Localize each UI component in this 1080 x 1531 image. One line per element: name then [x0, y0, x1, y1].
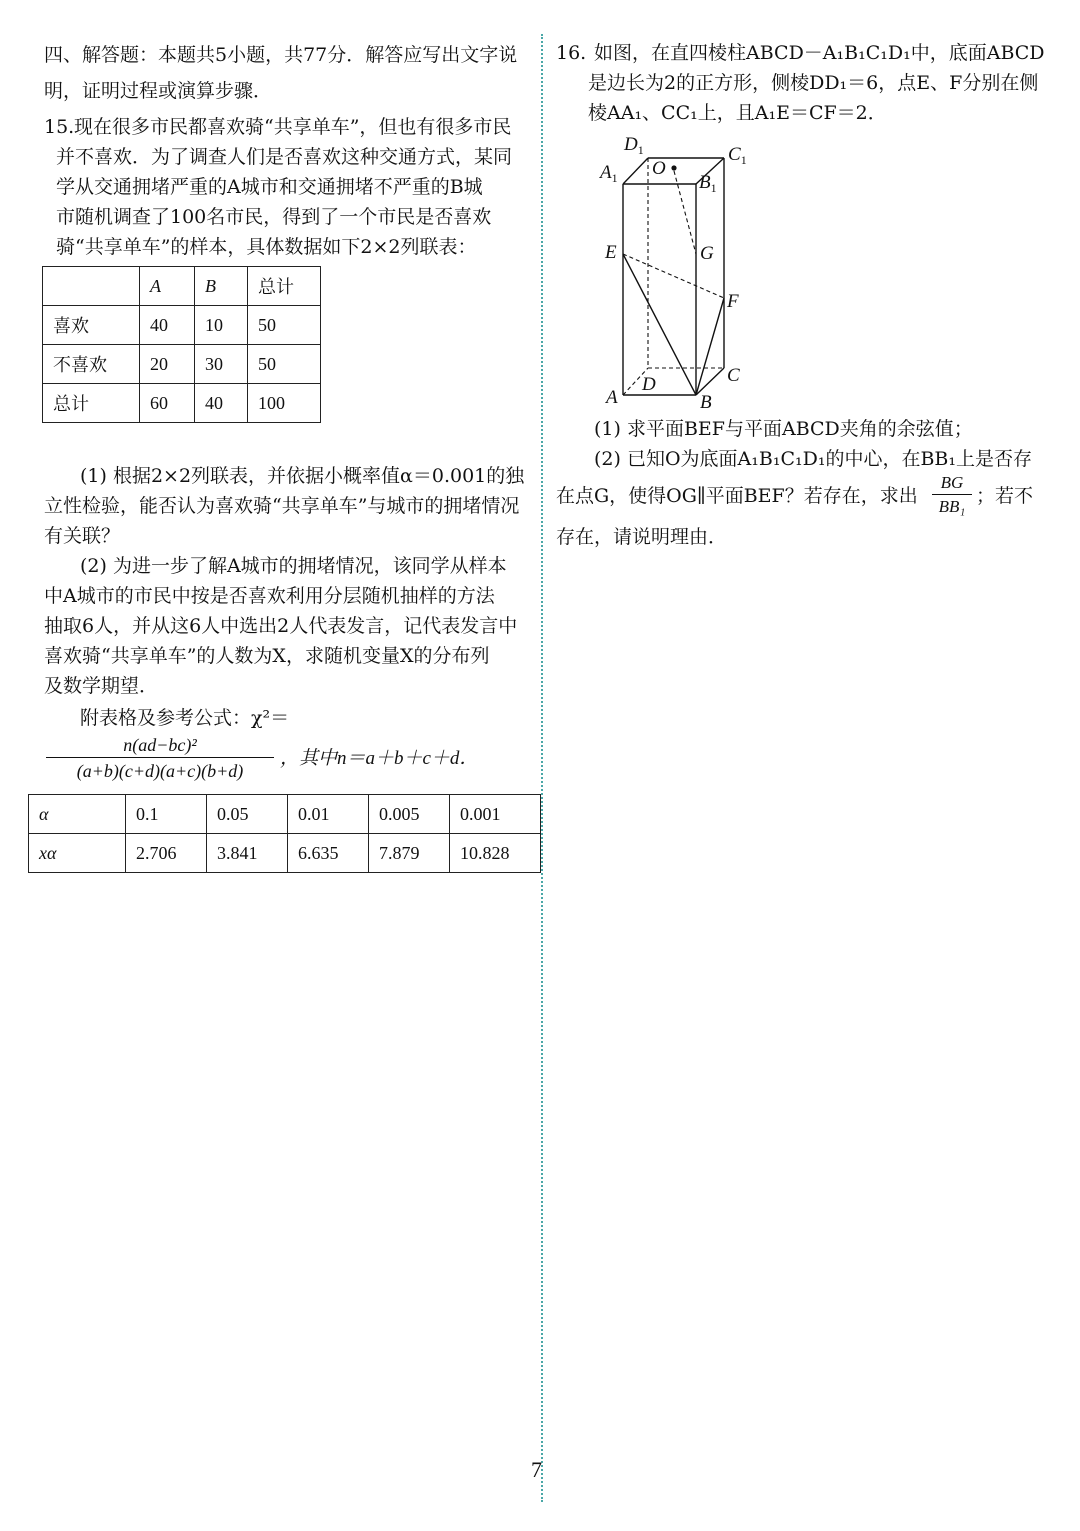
label-B: B — [700, 392, 712, 413]
table-cell: 2.706 — [126, 834, 207, 873]
label-C: C — [727, 365, 740, 386]
table-row — [43, 384, 321, 423]
table-cell: 50 — [248, 306, 321, 345]
fraction-numerator: BG — [940, 473, 964, 492]
table-cell — [43, 267, 140, 306]
table-row — [43, 345, 321, 384]
table-cell: 30 — [195, 345, 248, 384]
point-O — [671, 165, 676, 170]
table-row — [43, 306, 321, 345]
fraction-denominator: BB₁ — [932, 494, 972, 519]
q15-stem-line: 并不喜欢．为了调查人们是否喜欢这种交通方式，某同 — [56, 146, 513, 168]
label-C1: $C_1$ — [728, 144, 747, 167]
table-cell: xα — [29, 834, 126, 873]
table-cell: 总计 — [43, 384, 140, 423]
label-B1: $B_1$ — [699, 172, 717, 195]
table-cell: 3.841 — [207, 834, 288, 873]
fraction-numerator: n(ad−bc)² — [123, 735, 197, 755]
table-cell: 0.05 — [207, 795, 288, 834]
table-cell: 50 — [248, 345, 321, 384]
prism-figure — [590, 128, 760, 418]
table-row — [29, 795, 541, 834]
table-cell: α — [29, 795, 126, 834]
table-cell: 0.01 — [288, 795, 369, 834]
label-O: O — [652, 158, 666, 179]
label-A1: $A_1$ — [600, 162, 618, 185]
table-cell: 0.1 — [126, 795, 207, 834]
segment-EB — [623, 254, 696, 395]
q16-part2-line2: 在点G，使得OG∥平面BEF？若存在，求出 — [556, 485, 918, 507]
table-cell: 10.828 — [450, 834, 541, 873]
label-D: D — [642, 374, 656, 395]
table-cell: 40 — [140, 306, 195, 345]
q15-stem-line: 市随机调查了100名市民，得到了一个市民是否喜欢 — [56, 206, 492, 228]
contingency-table — [42, 266, 321, 423]
chi-square-fraction — [46, 733, 274, 784]
table-cell: 40 — [195, 384, 248, 423]
table-cell: 7.879 — [369, 834, 450, 873]
table-cell: 6.635 — [288, 834, 369, 873]
section-heading-line1: 四、解答题：本题共5小题，共77分．解答应写出文字说 — [44, 44, 518, 66]
q16-part1: (1) 求平面BEF与平面ABCD夹角的余弦值； — [594, 418, 973, 440]
edge-A1D1 — [623, 158, 648, 184]
q16-stem-line: 是边长为2的正方形，侧棱DD₁＝6，点E、F分别在侧 — [588, 72, 1039, 94]
q16-part2-line2-tail: ；若不 — [976, 485, 1034, 507]
q16-part2-line3: 存在，请说明理由． — [556, 526, 728, 548]
table-cell: 喜欢 — [43, 306, 140, 345]
segment-FB — [696, 298, 724, 395]
label-D1: $D_1$ — [624, 134, 644, 157]
formula-tail: ，其中n＝a＋b＋c＋d． — [280, 748, 479, 769]
q15-part2-line: 及数学期望． — [44, 675, 159, 697]
table-cell: 20 — [140, 345, 195, 384]
page-number: 7 — [531, 1457, 542, 1482]
formula-intro: 附表格及参考公式：χ²＝ — [80, 707, 290, 729]
table-cell: B — [195, 267, 248, 306]
label-F: F — [727, 291, 739, 312]
label-A: A — [606, 387, 618, 408]
q15-part1-line: 有关联？ — [44, 525, 121, 547]
table-cell: 不喜欢 — [43, 345, 140, 384]
table-cell: 10 — [195, 306, 248, 345]
bg-bb1-fraction — [932, 472, 972, 519]
q15-part2-line: (2) 为进一步了解A城市的拥堵情况，该同学从样本 — [80, 555, 507, 577]
label-E: E — [605, 242, 617, 263]
q15-stem-line: 现在很多市民都喜欢骑“共享单车”，但也有很多市民 — [74, 116, 512, 138]
q16-stem-line: 棱AA₁、CC₁上，且A₁E＝CF＝2． — [588, 102, 887, 124]
table-row — [43, 267, 321, 306]
table-row — [29, 834, 541, 873]
q15-part2-line: 抽取6人，并从这6人中选出2人代表发言，记代表发言中 — [44, 615, 518, 637]
q15-stem-line: 骑“共享单车”的样本，具体数据如下2×2列联表： — [56, 236, 477, 258]
table-cell: 60 — [140, 384, 195, 423]
q15-number: 15. — [44, 116, 75, 138]
q15-part1-line: (1) 根据2×2列联表，并依据小概率值α＝0.001的独 — [80, 465, 525, 487]
table-cell: 0.001 — [450, 795, 541, 834]
q16-number: 16. — [556, 42, 587, 64]
q15-part2-line: 喜欢骑“共享单车”的人数为X，求随机变量X的分布列 — [44, 645, 490, 667]
q16-part2-line1: (2) 已知O为底面A₁B₁C₁D₁的中心，在BB₁上是否存 — [594, 448, 1032, 470]
fraction-denominator: (a+b)(c+d)(a+c)(b+d) — [46, 757, 274, 784]
table-cell: 0.005 — [369, 795, 450, 834]
table-cell: 总计 — [248, 267, 321, 306]
q16-stem-line: 如图，在直四棱柱ABCD－A₁B₁C₁D₁中，底面ABCD — [594, 42, 1045, 64]
q15-part1-line: 立性检验，能否认为喜欢骑“共享单车”与城市的拥堵情况 — [44, 495, 520, 517]
section-heading-line2: 明，证明过程或演算步骤． — [44, 80, 273, 102]
q15-part2-line: 中A城市的市民中按是否喜欢利用分层随机抽样的方法 — [44, 585, 495, 607]
label-G: G — [700, 243, 714, 264]
table-cell: 100 — [248, 384, 321, 423]
critical-value-table — [28, 794, 541, 873]
table-cell: A — [140, 267, 195, 306]
q15-stem-line: 学从交通拥堵严重的A城市和交通拥堵不严重的B城 — [56, 176, 483, 198]
column-divider — [541, 34, 543, 1502]
